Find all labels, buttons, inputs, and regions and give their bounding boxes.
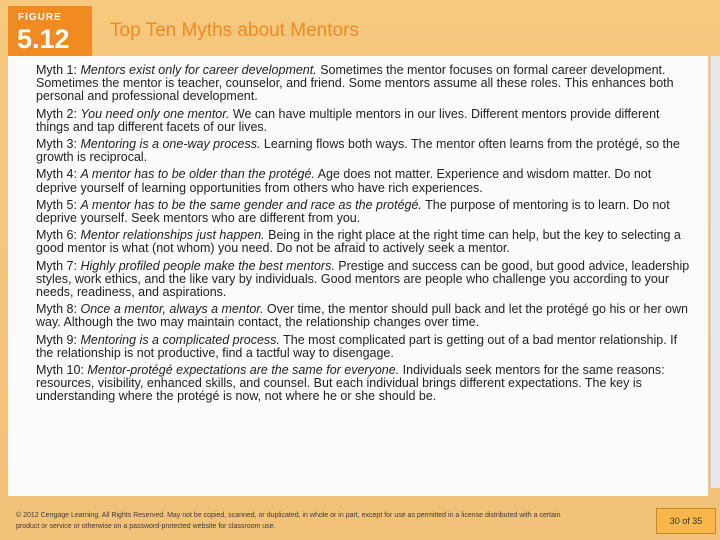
myth-claim: Mentors exist only for career development. — [80, 63, 317, 77]
myth-claim: Mentoring is a complicated process. — [80, 332, 280, 347]
myth-claim: Highly profiled people make the best mentors. — [80, 258, 335, 273]
myth-item — [36, 64, 692, 104]
myth-item — [36, 260, 692, 300]
copyright-notice: © 2012 Cengage Learning. All Rights Reserved. May not be copied, scanned, or duplicated, in whole or in part, except for use as permitted in a license distributed with a certain product or service or otherwise on a password-protected website for classroom use. — [16, 512, 561, 530]
myth-body: Being in the right place at the right time can help, but the key to selecting a good mentor is what (not whom) you need. Do not be afraid to actively seek a mentor. — [36, 228, 681, 256]
myth-body: The purpose of mentoring is to learn. Do not deprive yourself. Seek mentors who are different from you. — [36, 197, 670, 226]
myth-item — [36, 364, 692, 404]
myth-item — [36, 168, 692, 194]
page-title: Top Ten Myths about Mentors — [110, 20, 359, 41]
myth-claim: You need only one mentor. — [80, 106, 230, 121]
myth-label: Myth 7: — [36, 258, 77, 273]
myth-claim: Once a mentor, always a mentor. — [80, 302, 264, 317]
myth-label: Myth 10: — [36, 363, 84, 378]
myth-body: Prestige and success can be good, but good advice, leadership styles, work ethics, and the like vary by individuals. Good mentors are people who challenge you according to your needs, readiness, and aspirations. — [36, 258, 690, 300]
myth-body: We can have multiple mentors in our lives. Different mentors provide different things and tap different facets of our lives. — [36, 106, 660, 134]
myth-body: Age does not matter. Experience and wisdom matter. Do not deprive yourself of learning opportunities from others who have rich experiences. — [36, 167, 652, 195]
scrollbar-track[interactable] — [710, 56, 720, 488]
figure-badge — [8, 6, 92, 58]
myth-body: The most complicated part is getting out of a bad mentor relationship. If the relationship is not productive, find a tactful way to disengage. — [36, 332, 678, 360]
myth-item — [36, 334, 692, 360]
myth-item — [36, 138, 692, 164]
myth-label: Myth 9: — [36, 332, 77, 347]
myth-claim: A mentor has to be older than the protégé. — [80, 167, 315, 182]
myth-label: Myth 2: — [36, 106, 77, 121]
myth-claim: A mentor has to be the same gender and race as the protégé. — [80, 197, 422, 212]
myth-label: Myth 8: — [36, 302, 77, 317]
page-counter: 30 of 35 — [656, 508, 716, 534]
myth-body: Over time, the mentor should pull back and let the protégé go his or her own way. Although the two may maintain contact, the relationship changes over time. — [36, 302, 688, 330]
myth-claim: Mentor-protégé expectations are the same for everyone. — [87, 363, 400, 378]
myth-item — [36, 303, 692, 329]
figure-word: FIGURE — [18, 12, 62, 23]
figure-number: 5.12 — [17, 24, 70, 54]
myth-item — [36, 199, 692, 225]
myth-list — [36, 64, 692, 408]
myth-label: Myth 5: — [36, 197, 77, 212]
myth-body: Learning flows both ways. The mentor often learns from the protégé, so the growth is reciprocal. — [36, 137, 680, 165]
myth-label: Myth 1: — [36, 63, 77, 77]
myth-body: Sometimes the mentor focuses on formal career development. Sometimes the mentor is teacher, counselor, and friend. Some mentors assume all these roles. This enhances both personal and professional development. — [36, 63, 674, 104]
myth-claim: Mentoring is a one-way process. — [80, 137, 261, 152]
myth-item — [36, 108, 692, 134]
myth-label: Myth 6: — [36, 228, 77, 243]
myth-body: Individuals seek mentors for the same reasons: resources, visibility, enhanced skills, and counsel. But each individual brings different expectations. The key is understanding where the protégé is now, not where he or she should be. — [36, 363, 665, 404]
myth-label: Myth 4: — [36, 167, 77, 182]
myth-claim: Mentor relationships just happen. — [80, 228, 265, 243]
myth-item — [36, 229, 692, 255]
myth-label: Myth 3: — [36, 137, 77, 152]
